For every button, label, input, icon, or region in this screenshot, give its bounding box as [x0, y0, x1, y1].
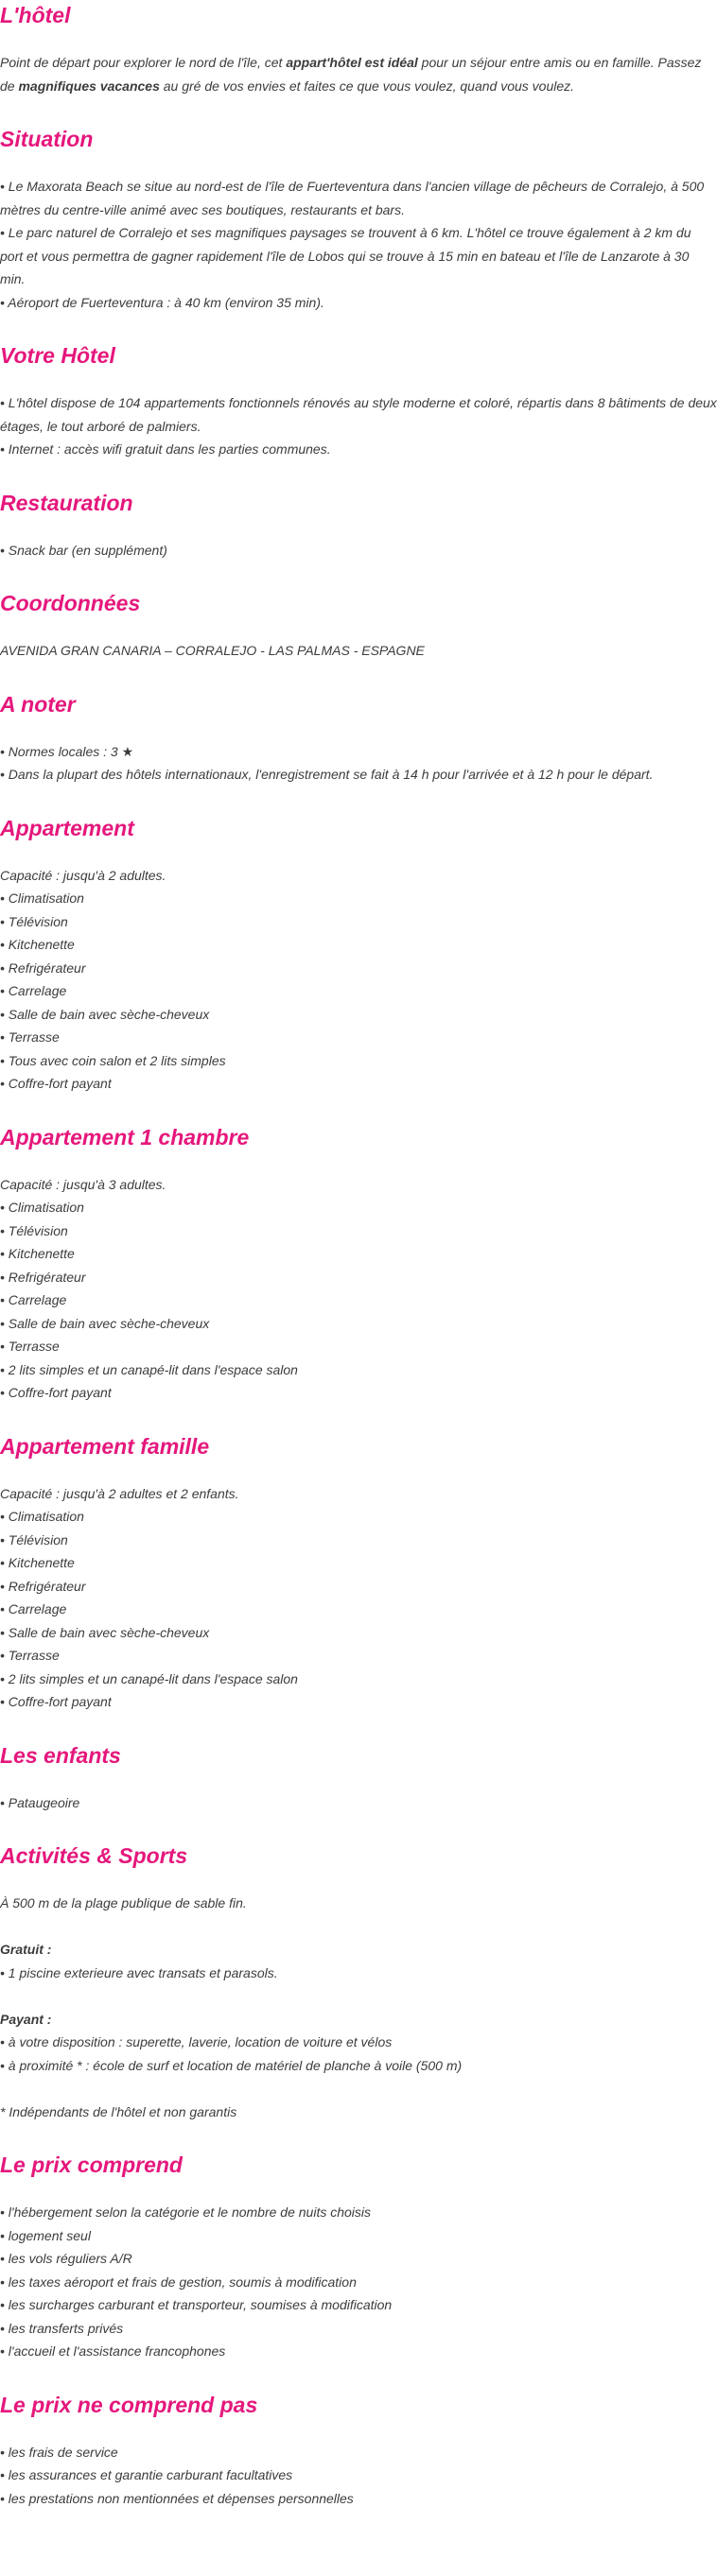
section-title-appartement-1-chambre: Appartement 1 chambre	[0, 1124, 250, 1150]
section-votre-hotel	[0, 342, 717, 461]
appartement-1-chambre-list	[0, 1173, 717, 1405]
section-a-noter	[0, 691, 717, 787]
list-item: • Refrigérateur	[0, 1578, 86, 1594]
list-item: • Télévision	[0, 1531, 68, 1547]
list-item: • Télévision	[0, 1222, 68, 1238]
section-title-prix-ne-comprend-pas: Le prix ne comprend pas	[0, 2392, 258, 2417]
list-item: • Kitchenette	[0, 1555, 75, 1570]
list-item: • les assurances et garantie carburant facultatives	[0, 2467, 293, 2482]
list-item: • les taxes aéroport et frais de gestion, soumis à modification	[0, 2273, 357, 2290]
hotel-intro-part-3: au gré de vos envies et faites ce que vous voulez, quand vous voulez.	[159, 78, 575, 94]
section-enfants	[0, 1742, 717, 1815]
section-title-votre-hotel: Votre Hôtel	[0, 343, 115, 368]
list-item: • Salle de bain avec sèche-cheveux	[0, 1315, 210, 1331]
list-item: • Refrigérateur	[0, 1269, 86, 1285]
situation-list	[0, 175, 717, 314]
section-situation	[0, 126, 717, 314]
list-item: • à votre disposition : superette, laverie, location de voiture et vélos	[0, 2034, 393, 2049]
list-item: • Coffre-fort payant	[0, 1076, 112, 1091]
section-appartement-famille	[0, 1433, 717, 1714]
gratuit-label: Gratuit :	[0, 1942, 52, 1957]
list-item: • l'accueil et l'assistance francophones	[0, 2343, 226, 2359]
list-item: • Coffre-fort payant	[0, 1385, 112, 1400]
list-item: • Kitchenette	[0, 937, 75, 952]
section-title-hotel: L'hôtel	[0, 3, 71, 27]
section-title-situation: Situation	[0, 127, 94, 151]
section-restauration	[0, 490, 717, 562]
list-item: • Climatisation	[0, 1200, 84, 1215]
list-item: • Terrasse	[0, 1339, 60, 1354]
list-item: • Normes locales : 3 ★	[0, 743, 134, 759]
restauration-list	[0, 539, 717, 562]
payant-list	[0, 2031, 717, 2077]
section-title-appartement-famille: Appartement famille	[0, 1433, 210, 1459]
list-item: • Climatisation	[0, 890, 84, 906]
list-item: • les surcharges carburant et transporteur, soumises à modification	[0, 2297, 393, 2312]
section-appartement	[0, 815, 717, 1096]
list-item: • logement seul	[0, 2227, 91, 2243]
list-item: • Télévision	[0, 913, 68, 929]
list-item: • 2 lits simples et un canapé-lit dans l'espace salon	[0, 1361, 298, 1377]
list-item: • Climatisation	[0, 1509, 84, 1524]
section-title-appartement: Appartement	[0, 815, 134, 840]
section-title-coordonnees: Coordonnées	[0, 591, 141, 615]
gratuit-list	[0, 1962, 717, 1985]
list-item: • 1 piscine exterieure avec transats et parasols.	[0, 1964, 278, 1980]
list-item: • Salle de bain avec sèche-cheveux	[0, 1006, 210, 1022]
hotel-intro-bold-1: appart'hôtel est idéal	[286, 55, 418, 70]
section-title-enfants: Les enfants	[0, 1742, 121, 1768]
list-item: • Salle de bain avec sèche-cheveux	[0, 1624, 210, 1640]
list-item: Capacité : jusqu'à 2 adultes.	[0, 867, 166, 883]
list-item: • Carrelage	[0, 1292, 67, 1307]
spacer	[0, 2077, 717, 2101]
section-title-a-noter: A noter	[0, 691, 76, 717]
list-item: Capacité : jusqu'à 3 adultes.	[0, 1176, 166, 1192]
list-item: • les transferts privés	[0, 2320, 124, 2336]
list-item: • Terrasse	[0, 1029, 60, 1045]
list-item: • Le parc naturel de Corralejo et ses magnifiques paysages se trouvent à 6 km. L'hôtel ce trouve également à 2 km du port et vous permettra de gagner rapidement l'île de Lobos qui se trouve à 15 min en bateau et l'île de Lanzarote à 30 min.	[0, 225, 691, 286]
activites-footnote: * Indépendants de l'hôtel et non garantis	[0, 2103, 237, 2119]
list-item: • Refrigérateur	[0, 960, 86, 976]
list-item: • Carrelage	[0, 983, 67, 998]
section-title-restauration: Restauration	[0, 490, 133, 515]
coordonnees-list	[0, 639, 717, 663]
hotel-intro-bold-2: magnifiques vacances	[18, 78, 160, 94]
list-item: • Pataugeoire	[0, 1794, 80, 1810]
list-item: • Tous avec coin salon et 2 lits simples	[0, 1052, 226, 1068]
hotel-intro-part-1: Point de départ pour explorer le nord de l'île, cet	[0, 55, 287, 70]
list-item: • Dans la plupart des hôtels internationaux, l'enregistrement se fait à 14 h pour l'arrivée et à 12 h pour le départ.	[0, 767, 654, 782]
list-item: • Aéroport de Fuerteventura : à 40 km (environ 35 min).	[0, 294, 324, 310]
section-coordonnees	[0, 590, 717, 663]
list-item: • l'hébergement selon la catégorie et le nombre de nuits choisis	[0, 2204, 372, 2220]
prix-comprend-list	[0, 2201, 717, 2363]
list-item: • les vols réguliers A/R	[0, 2251, 132, 2266]
appartement-list	[0, 864, 717, 1096]
list-item: Capacité : jusqu'à 2 adultes et 2 enfants.	[0, 1485, 239, 1501]
list-item: • Coffre-fort payant	[0, 1694, 112, 1709]
hotel-description-page	[0, 2, 717, 2576]
appartement-famille-list	[0, 1482, 717, 1714]
section-title-activites: Activités & Sports	[0, 1843, 188, 1868]
section-prix-ne-comprend-pas	[0, 2392, 717, 2511]
list-item: • Kitchenette	[0, 1246, 75, 1261]
hotel-intro	[0, 51, 717, 97]
hotel-intro-part-2: pour un séjour entre amis ou en famille. Passez de	[0, 55, 702, 94]
list-item: AVENIDA GRAN CANARIA – CORRALEJO - LAS PALMAS - ESPAGNE	[0, 643, 425, 658]
list-item: • Internet : accès wifi gratuit dans les parties communes.	[0, 441, 331, 457]
list-item: • les prestations non mentionnées et dépenses personnelles	[0, 2490, 354, 2506]
section-activites	[0, 1842, 717, 2123]
enfants-list	[0, 1791, 717, 1815]
list-item: • Snack bar (en supplément)	[0, 542, 167, 558]
spacer	[0, 1915, 717, 1939]
list-item: • L'hôtel dispose de 104 appartements fonctionnels rénovés au style moderne et coloré, répartis dans 8 bâtiments de deux étages, le tout arboré de palmiers.	[0, 395, 717, 434]
activites-intro: À 500 m de la plage publique de sable fin.	[0, 1895, 247, 1910]
section-appartement-1-chambre	[0, 1124, 717, 1405]
list-item: • à proximité * : école de surf et location de matériel de planche à voile (500 m)	[0, 2057, 463, 2073]
list-item: • 2 lits simples et un canapé-lit dans l'espace salon	[0, 1670, 298, 1686]
list-item: • Terrasse	[0, 1648, 60, 1663]
spacer	[0, 1984, 717, 2008]
payant-label: Payant :	[0, 2011, 52, 2027]
section-prix-comprend	[0, 2152, 717, 2363]
list-item: • Le Maxorata Beach se situe au nord-est de l'île de Fuerteventura dans l'ancien village de pêcheurs de Corralejo, à 500 mètres du centre-ville animé avec ses boutiques, restaurants et bars.	[0, 179, 705, 217]
list-item: • Carrelage	[0, 1601, 67, 1616]
a-noter-list	[0, 740, 717, 787]
votre-hotel-list	[0, 391, 717, 461]
prix-ne-comprend-pas-list	[0, 2441, 717, 2511]
section-title-prix-comprend: Le prix comprend	[0, 2152, 183, 2177]
list-item: • les frais de service	[0, 2444, 118, 2460]
section-hotel	[0, 2, 717, 97]
